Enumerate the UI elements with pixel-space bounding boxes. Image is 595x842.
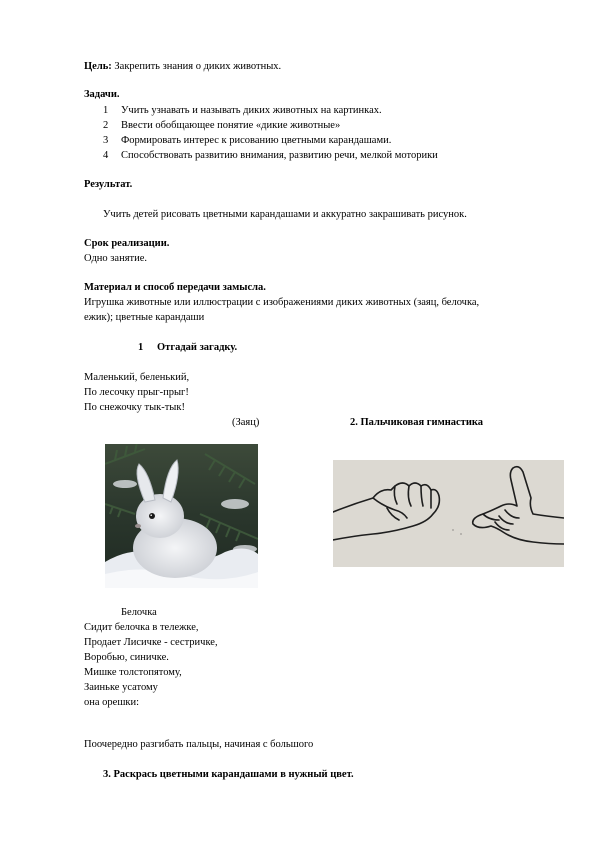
riddle-num: 1 [138,342,144,353]
rhyme-line: Сидит белочка в тележке, [84,622,199,633]
tasks-heading: Задачи. [84,89,120,100]
material-heading: Материал и способ передачи замысла. [84,282,266,293]
riddle-line: Маленький, беленький, [84,372,190,383]
task-text: Учить узнавать и называть диких животных на картинках. [121,105,382,116]
task-num: 4 [103,150,109,161]
rhyme-line: Мишке толстопятому, [84,667,182,678]
task-num: 3 [103,135,109,146]
rhyme-line: Воробью, синичке. [84,652,169,663]
material-line: Игрушка животные или иллюстрации с изображениями диких животных (заяц, белочка, [84,297,480,308]
result-heading: Результат. [84,179,133,190]
hare-photo [105,444,258,588]
riddle-answer: (Заяц) [232,417,260,428]
term-heading: Срок реализации. [84,238,170,249]
rhyme-line: Продает Лисичке - сестричке, [84,637,218,648]
material-line: ежик); цветные карандаши [84,312,205,323]
rhyme-line: Заиньке усатому [84,682,158,693]
rhyme-title: Белочка [121,607,157,618]
riddle-heading: Отгадай загадку. [157,342,238,353]
rhyme-line: она орешки: [84,697,140,708]
riddle-line: По снежочку тык-тык! [84,402,185,413]
task-text: Способствовать развитию внимания, развитию речи, мелкой моторики [121,150,438,161]
goal-text: Закрепить знания о диких животных. [111,61,282,72]
coloring-heading: 3. Раскрась цветными карандашами в нужный цвет. [103,769,354,780]
finger-heading: 2. Пальчиковая гимнастика [350,417,484,428]
task-text: Ввести обобщающее понятие «дикие животные» [121,120,341,131]
task-num: 2 [103,120,109,131]
finger-gymnastics-image [333,460,564,567]
goal-label: Цель: [84,61,112,72]
task-num: 1 [103,105,109,116]
goal-line [84,60,281,73]
task-text: Формировать интерес к рисованию цветными карандашами. [121,135,392,146]
result-text: Учить детей рисовать цветными карандашами и аккуратно закрашивать рисунок. [103,209,467,220]
finger-instruction: Поочередно разгибать пальцы, начиная с большого [84,739,314,750]
riddle-line: По лесочку прыг-прыг! [84,387,189,398]
term-text: Одно занятие. [84,253,148,264]
